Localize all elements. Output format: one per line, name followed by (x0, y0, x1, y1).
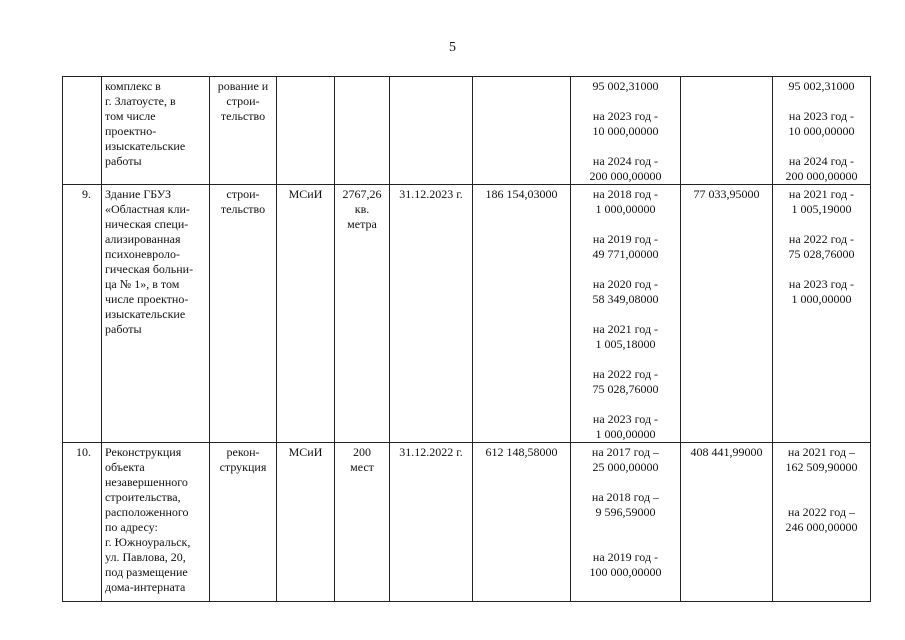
completion-date: 31.12.2022 г. (390, 443, 473, 602)
work-type: строи- тельство (210, 185, 277, 443)
organization: МСиИ (277, 443, 335, 602)
table-row (63, 443, 871, 602)
planned-financing: на 2021 год - 1 005,19000 на 2022 год - 75 028,76000 на 2023 год - 1 000,00000 (773, 185, 871, 443)
objects-table (62, 76, 871, 602)
estimated-cost: 612 148,58000 (473, 443, 571, 602)
remaining-cost: 408 441,99000 (681, 443, 773, 602)
estimated-cost (473, 77, 571, 185)
table-row (63, 77, 871, 185)
capacity (335, 77, 390, 185)
financing-by-year: на 2017 год – 25 000,00000 на 2018 год – 9 596,59000 на 2019 год - 100 000,00000 (571, 443, 681, 602)
capacity: 200 мест (335, 443, 390, 602)
remaining-cost: 77 033,95000 (681, 185, 773, 443)
row-number (63, 77, 102, 185)
estimated-cost: 186 154,03000 (473, 185, 571, 443)
row-number: 10. (63, 443, 102, 602)
object-name: Реконструкция объекта незавершенного строительства, расположенного по адресу: г. Южноуральск, ул. Павлова, 20, под размещение дома-интерната (102, 443, 210, 602)
table-row (63, 185, 871, 443)
financing-by-year: на 2018 год - 1 000,00000 на 2019 год - 49 771,00000 на 2020 год - 58 349,08000 на 2021 год - 1 005,18000 на 2022 год - 75 028,76000 на 2023 год - 1 000,00000 (571, 185, 681, 443)
planned-financing: 95 002,31000 на 2023 год - 10 000,00000 на 2024 год - 200 000,00000 (773, 77, 871, 185)
page-number: 5 (449, 40, 456, 55)
work-type: рекон- струкция (210, 443, 277, 602)
completion-date (390, 77, 473, 185)
capacity: 2767,26 кв. метра (335, 185, 390, 443)
row-number: 9. (63, 185, 102, 443)
planned-financing: на 2021 год – 162 509,90000 на 2022 год – 246 000,00000 (773, 443, 871, 602)
completion-date: 31.12.2023 г. (390, 185, 473, 443)
object-name: Здание ГБУЗ «Областная кли- ническая специ- ализированная психоневроло- гическая больни- ца № 1», в том числе проектно- изыскательские работы (102, 185, 210, 443)
organization: МСиИ (277, 185, 335, 443)
work-type: рование и строи- тельство (210, 77, 277, 185)
object-name: комплекс в г. Златоусте, в том числе проектно- изыскательские работы (102, 77, 210, 185)
remaining-cost (681, 77, 773, 185)
organization (277, 77, 335, 185)
financing-by-year: 95 002,31000 на 2023 год - 10 000,00000 на 2024 год - 200 000,00000 (571, 77, 681, 185)
